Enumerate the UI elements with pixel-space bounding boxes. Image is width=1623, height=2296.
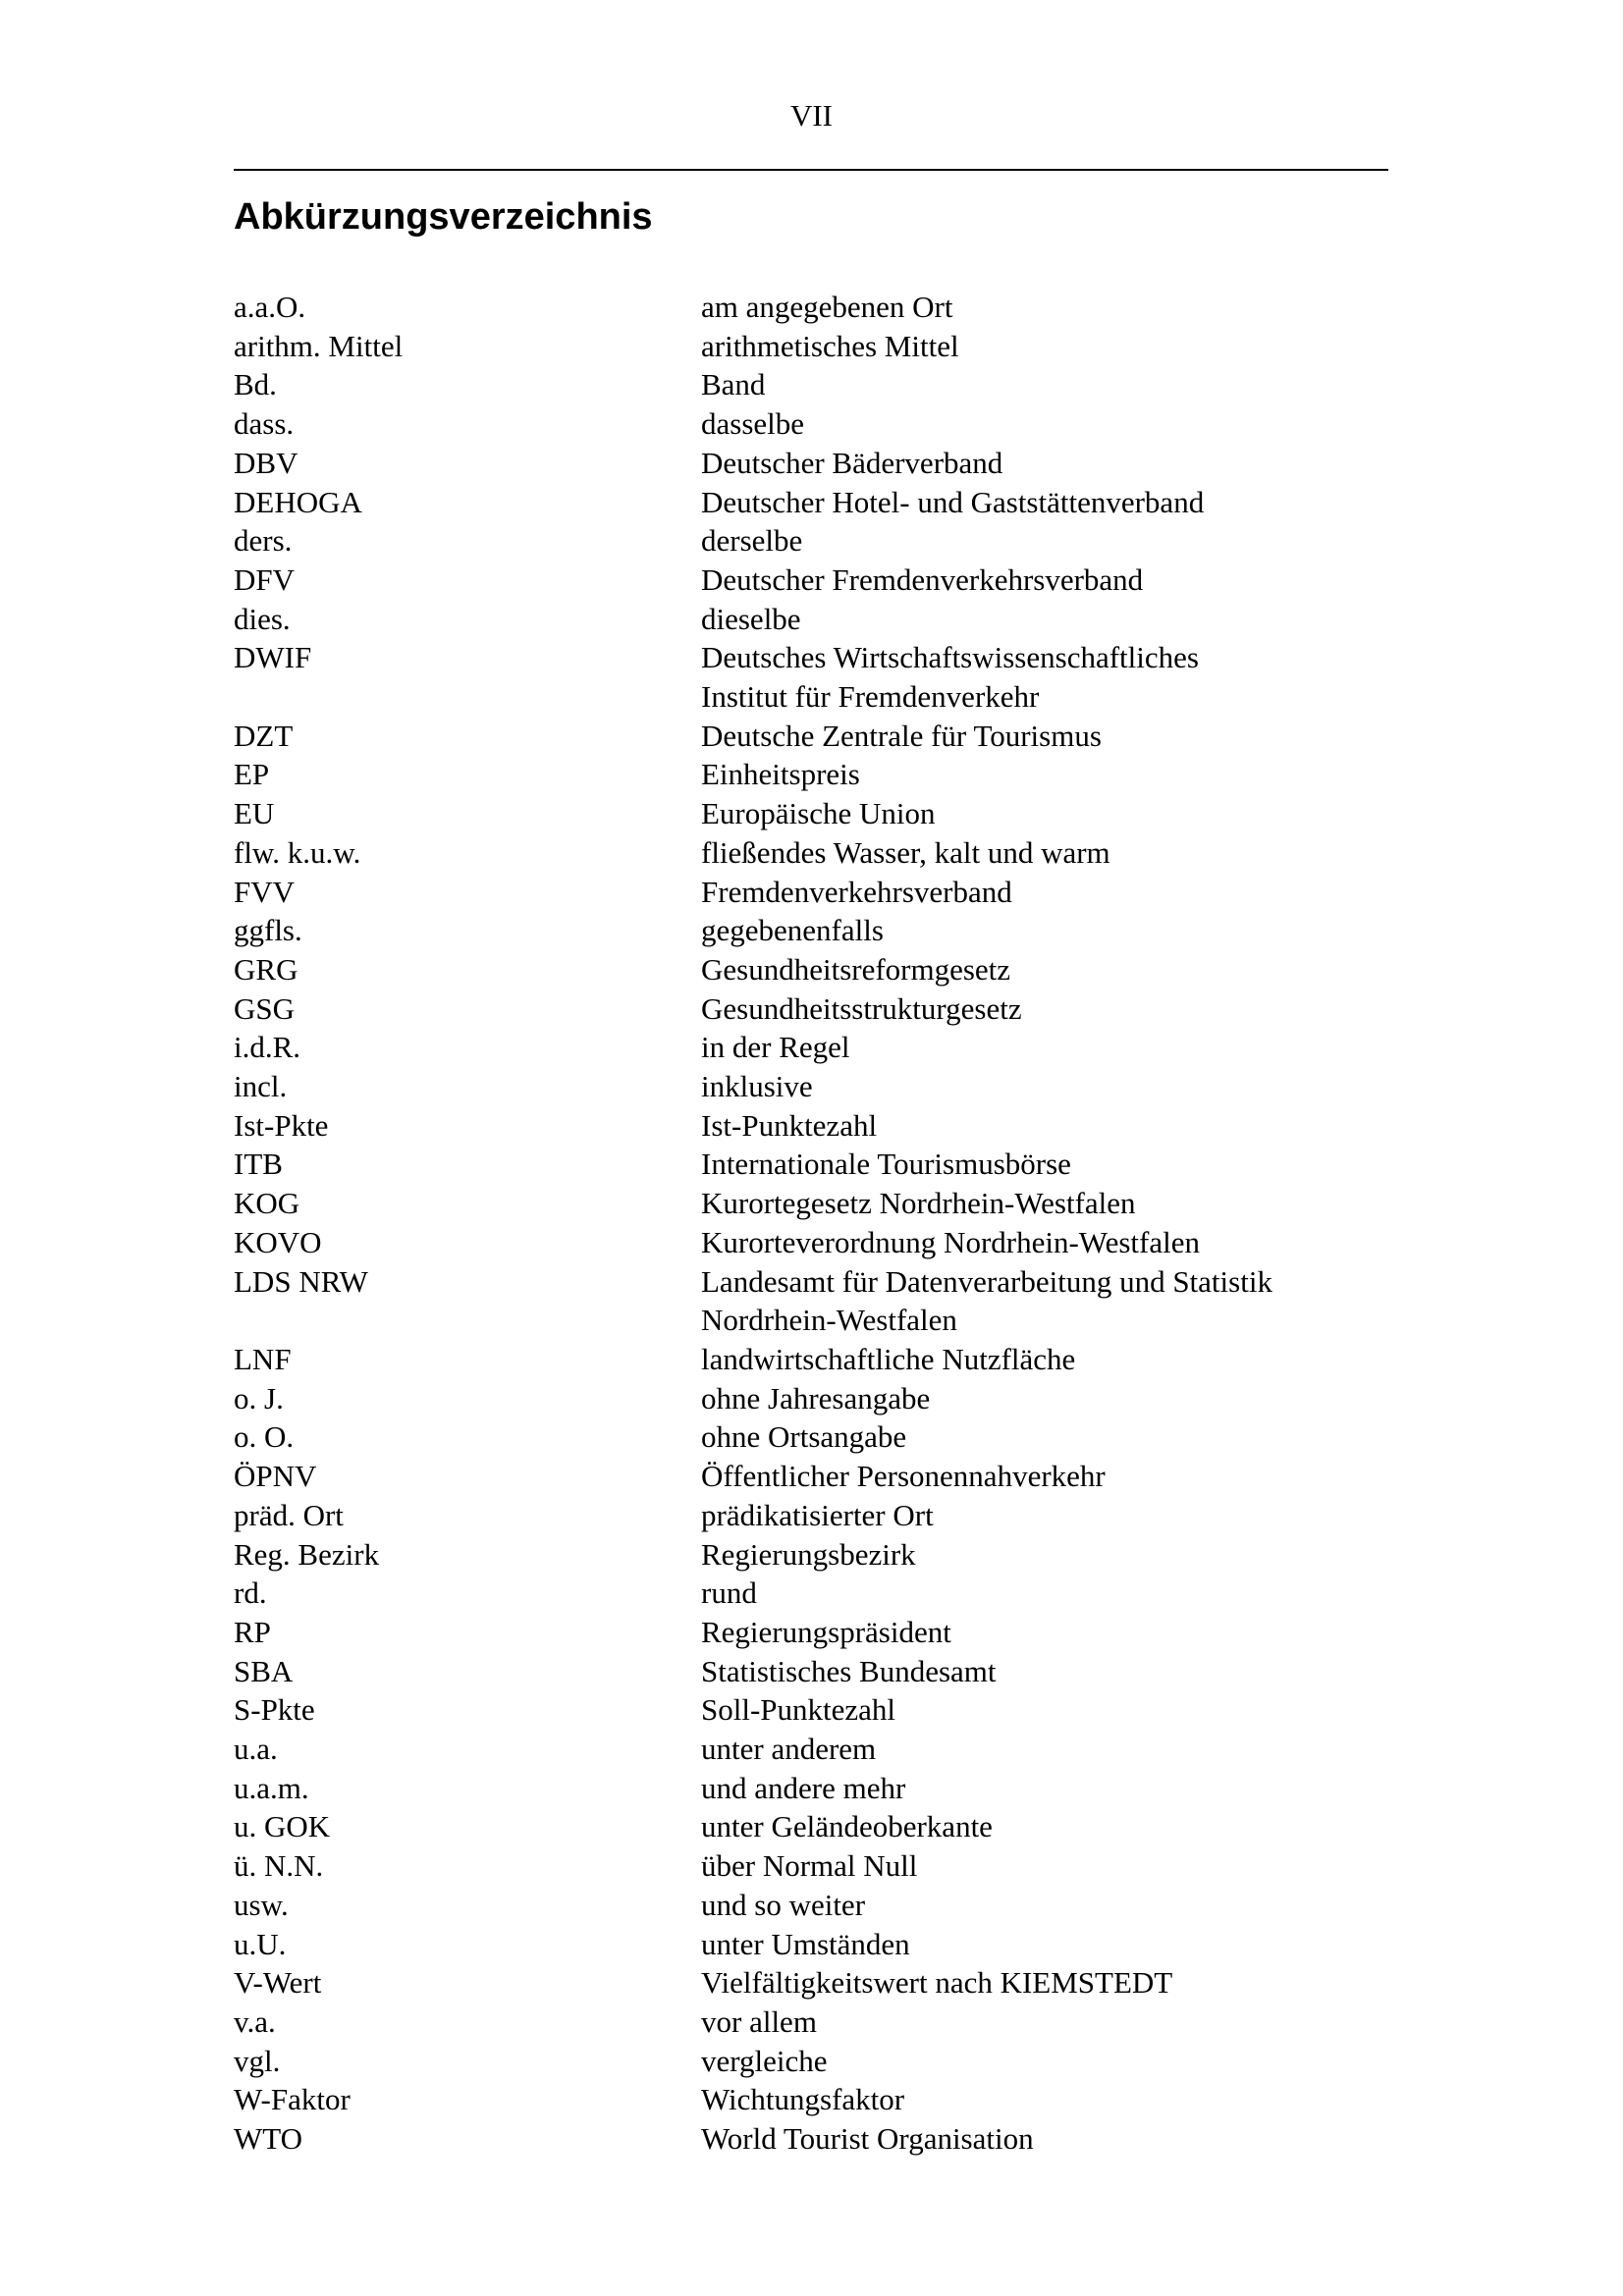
abbreviation-meaning: am angegebenen Ort xyxy=(701,290,953,324)
abbreviation-meaning: ohne Ortsangabe xyxy=(701,1419,907,1455)
abbreviation-entry xyxy=(234,1417,1388,1457)
abbreviation-entry xyxy=(234,794,1388,833)
abbreviation-entry xyxy=(234,1613,1388,1652)
abbreviation-term: S-Pkte xyxy=(234,1692,315,1728)
abbreviation-meaning: Europäische Union xyxy=(701,796,936,831)
abbreviation-meaning: Gesundheitsreformgesetz xyxy=(701,951,1011,987)
abbreviation-entry xyxy=(234,1496,1388,1535)
abbreviation-term: KOVO xyxy=(234,1224,322,1259)
abbreviation-term: V-Wert xyxy=(234,1965,322,2001)
abbreviation-term: Reg. Bezirk xyxy=(234,1536,380,1572)
abbreviation-meaning: rund xyxy=(701,1575,757,1611)
abbreviation-entry xyxy=(234,404,1388,444)
abbreviation-term: incl. xyxy=(234,1069,288,1104)
abbreviation-meaning: vergleiche xyxy=(701,2043,828,2078)
abbreviation-entry xyxy=(234,1846,1388,1886)
abbreviation-term: EU xyxy=(234,796,275,831)
abbreviation-term: ü. N.N. xyxy=(234,1848,324,1884)
abbreviation-meaning: fließendes Wasser, kalt und warm xyxy=(701,834,1110,870)
abbreviation-meaning: Deutscher Fremdenverkehrsverband xyxy=(701,561,1144,597)
abbreviation-term: DZT xyxy=(234,718,294,753)
abbreviation-meaning: derselbe xyxy=(701,523,803,559)
abbreviation-meaning: World Tourist Organisation xyxy=(701,2121,1034,2157)
abbreviation-meaning: Deutscher Bäderverband xyxy=(701,445,1003,480)
abbreviation-entry xyxy=(234,1457,1388,1496)
abbreviation-term: a.a.O. xyxy=(234,290,306,324)
abbreviation-term: arithm. Mittel xyxy=(234,328,404,363)
abbreviation-meaning: Wichtungsfaktor xyxy=(701,2082,905,2117)
abbreviation-meaning: dieselbe xyxy=(701,601,801,636)
abbreviation-meaning: Gesundheitsstrukturgesetz xyxy=(701,990,1022,1026)
abbreviation-term: W-Faktor xyxy=(234,2082,351,2117)
abbreviation-entry xyxy=(234,1574,1388,1613)
abbreviation-meaning: Internationale Tourismusbörse xyxy=(701,1147,1071,1182)
abbreviation-entry xyxy=(234,327,1388,366)
abbreviation-entry xyxy=(234,1067,1388,1106)
abbreviation-meaning: ohne Jahresangabe xyxy=(701,1380,931,1415)
abbreviation-meaning: arithmetisches Mittel xyxy=(701,328,959,363)
abbreviation-term: DBV xyxy=(234,445,298,480)
abbreviation-entry xyxy=(234,1963,1388,2002)
abbreviation-meaning: Statistisches Bundesamt xyxy=(701,1653,997,1688)
abbreviation-term: u. GOK xyxy=(234,1809,331,1844)
abbreviation-entry xyxy=(234,2080,1388,2119)
abbreviation-term: dies. xyxy=(234,601,291,636)
abbreviation-term: LNF xyxy=(234,1341,292,1376)
abbreviation-meaning: gegebenenfalls xyxy=(701,913,884,948)
abbreviation-meaning: unter anderem xyxy=(701,1732,877,1767)
abbreviation-meaning: Deutsche Zentrale für Tourismus xyxy=(701,718,1102,753)
abbreviation-term: ders. xyxy=(234,523,293,559)
abbreviation-term: o. O. xyxy=(234,1419,295,1455)
abbreviation-term: vgl. xyxy=(234,2043,281,2078)
abbreviation-term: v.a. xyxy=(234,2003,276,2039)
abbreviation-meaning: Soll-Punktezahl xyxy=(701,1692,896,1728)
abbreviation-entry xyxy=(234,1106,1388,1146)
header-rule xyxy=(234,169,1388,171)
abbreviation-term: dass. xyxy=(234,406,295,442)
abbreviation-entry xyxy=(234,1223,1388,1262)
abbreviation-term: GRG xyxy=(234,951,298,987)
abbreviation-term: ggfls. xyxy=(234,913,302,948)
abbreviation-term: SBA xyxy=(234,1653,294,1688)
abbreviation-term: o. J. xyxy=(234,1380,284,1415)
abbreviation-entry xyxy=(234,1379,1388,1418)
abbreviation-term: EP xyxy=(234,757,270,792)
abbreviation-meaning: Landesamt für Datenverarbeitung und Statistik Nordrhein-Westfalen xyxy=(701,1263,1272,1338)
abbreviation-term: präd. Ort xyxy=(234,1497,344,1532)
abbreviation-entry xyxy=(234,1769,1388,1808)
abbreviation-term: DWIF xyxy=(234,640,312,675)
abbreviation-entry xyxy=(234,1652,1388,1691)
abbreviation-meaning: vor allem xyxy=(701,2003,817,2039)
abbreviation-term: KOG xyxy=(234,1186,300,1221)
abbreviation-meaning: und andere mehr xyxy=(701,1770,906,1805)
abbreviation-term: ÖPNV xyxy=(234,1459,317,1494)
abbreviation-meaning: Deutscher Hotel- und Gaststättenverband xyxy=(701,484,1205,519)
abbreviation-meaning: Kurorteverordnung Nordrhein-Westfalen xyxy=(701,1224,1200,1259)
abbreviation-entry xyxy=(234,1184,1388,1223)
abbreviation-term: LDS NRW xyxy=(234,1263,368,1299)
abbreviation-entry xyxy=(234,483,1388,522)
abbreviation-entry xyxy=(234,1262,1388,1340)
abbreviation-list xyxy=(234,288,1388,2159)
abbreviation-entry xyxy=(234,1340,1388,1379)
abbreviation-entry xyxy=(234,755,1388,794)
abbreviation-entry xyxy=(234,521,1388,561)
abbreviation-entry xyxy=(234,2042,1388,2081)
abbreviation-meaning: prädikatisierter Ort xyxy=(701,1497,934,1532)
abbreviation-term: rd. xyxy=(234,1575,267,1611)
abbreviation-entry xyxy=(234,1730,1388,1769)
abbreviation-term: usw. xyxy=(234,1887,289,1922)
abbreviation-meaning: landwirtschaftliche Nutzfläche xyxy=(701,1341,1076,1376)
abbreviation-term: DEHOGA xyxy=(234,484,362,519)
abbreviation-meaning: über Normal Null xyxy=(701,1848,918,1884)
abbreviation-entry xyxy=(234,717,1388,756)
abbreviation-meaning: unter Geländeoberkante xyxy=(701,1809,993,1844)
abbreviation-entry xyxy=(234,561,1388,600)
abbreviation-term: flw. k.u.w. xyxy=(234,834,361,870)
abbreviation-entry xyxy=(234,600,1388,639)
abbreviation-entry xyxy=(234,1886,1388,1925)
abbreviation-meaning: Regierungsbezirk xyxy=(701,1536,916,1572)
abbreviation-meaning: inklusive xyxy=(701,1069,813,1104)
abbreviation-meaning: in der Regel xyxy=(701,1030,850,1065)
abbreviation-entry xyxy=(234,1145,1388,1184)
abbreviation-meaning: Deutsches Wirtschaftswissenschaftliches Institut für Fremdenverkehr xyxy=(701,640,1199,715)
abbreviation-meaning: unter Umständen xyxy=(701,1926,910,1961)
abbreviation-term: u.U. xyxy=(234,1926,287,1961)
abbreviation-term: Bd. xyxy=(234,367,277,402)
abbreviation-meaning: Öffentlicher Personennahverkehr xyxy=(701,1459,1106,1494)
abbreviation-meaning: Einheitspreis xyxy=(701,757,860,792)
section-title: Abkürzungsverzeichnis xyxy=(234,196,653,238)
abbreviation-meaning: Band xyxy=(701,367,766,402)
abbreviation-meaning: Fremdenverkehrsverband xyxy=(701,874,1012,909)
abbreviation-meaning: Regierungspräsident xyxy=(701,1614,951,1649)
abbreviation-term: Ist-Pkte xyxy=(234,1107,329,1143)
abbreviation-term: i.d.R. xyxy=(234,1030,301,1065)
abbreviation-meaning: Vielfältigkeitswert nach KIEMSTEDT xyxy=(701,1965,1173,2001)
abbreviation-entry xyxy=(234,1690,1388,1730)
abbreviation-entry xyxy=(234,288,1388,327)
abbreviation-entry xyxy=(234,365,1388,404)
abbreviation-term: ITB xyxy=(234,1147,283,1182)
abbreviation-entry xyxy=(234,950,1388,989)
abbreviation-meaning: und so weiter xyxy=(701,1887,866,1922)
abbreviation-entry xyxy=(234,2119,1388,2159)
abbreviation-term: FVV xyxy=(234,874,296,909)
abbreviation-entry xyxy=(234,833,1388,873)
abbreviation-entry xyxy=(234,911,1388,950)
abbreviation-entry xyxy=(234,1535,1388,1575)
abbreviation-entry xyxy=(234,989,1388,1029)
abbreviation-entry xyxy=(234,444,1388,483)
abbreviation-term: DFV xyxy=(234,561,296,597)
abbreviation-entry xyxy=(234,1925,1388,1964)
abbreviation-entry xyxy=(234,2002,1388,2042)
abbreviation-entry xyxy=(234,873,1388,912)
abbreviation-term: GSG xyxy=(234,990,296,1026)
abbreviation-term: u.a.m. xyxy=(234,1770,309,1805)
abbreviation-meaning: Ist-Punktezahl xyxy=(701,1107,878,1143)
abbreviation-term: WTO xyxy=(234,2121,303,2157)
abbreviation-entry xyxy=(234,638,1388,716)
abbreviation-term: u.a. xyxy=(234,1732,278,1767)
abbreviation-entry xyxy=(234,1028,1388,1067)
page-number: VII xyxy=(789,98,834,133)
abbreviation-entry xyxy=(234,1807,1388,1846)
abbreviation-term: RP xyxy=(234,1614,271,1649)
abbreviation-meaning: dasselbe xyxy=(701,406,805,442)
abbreviation-meaning: Kurortegesetz Nordrhein-Westfalen xyxy=(701,1186,1136,1221)
